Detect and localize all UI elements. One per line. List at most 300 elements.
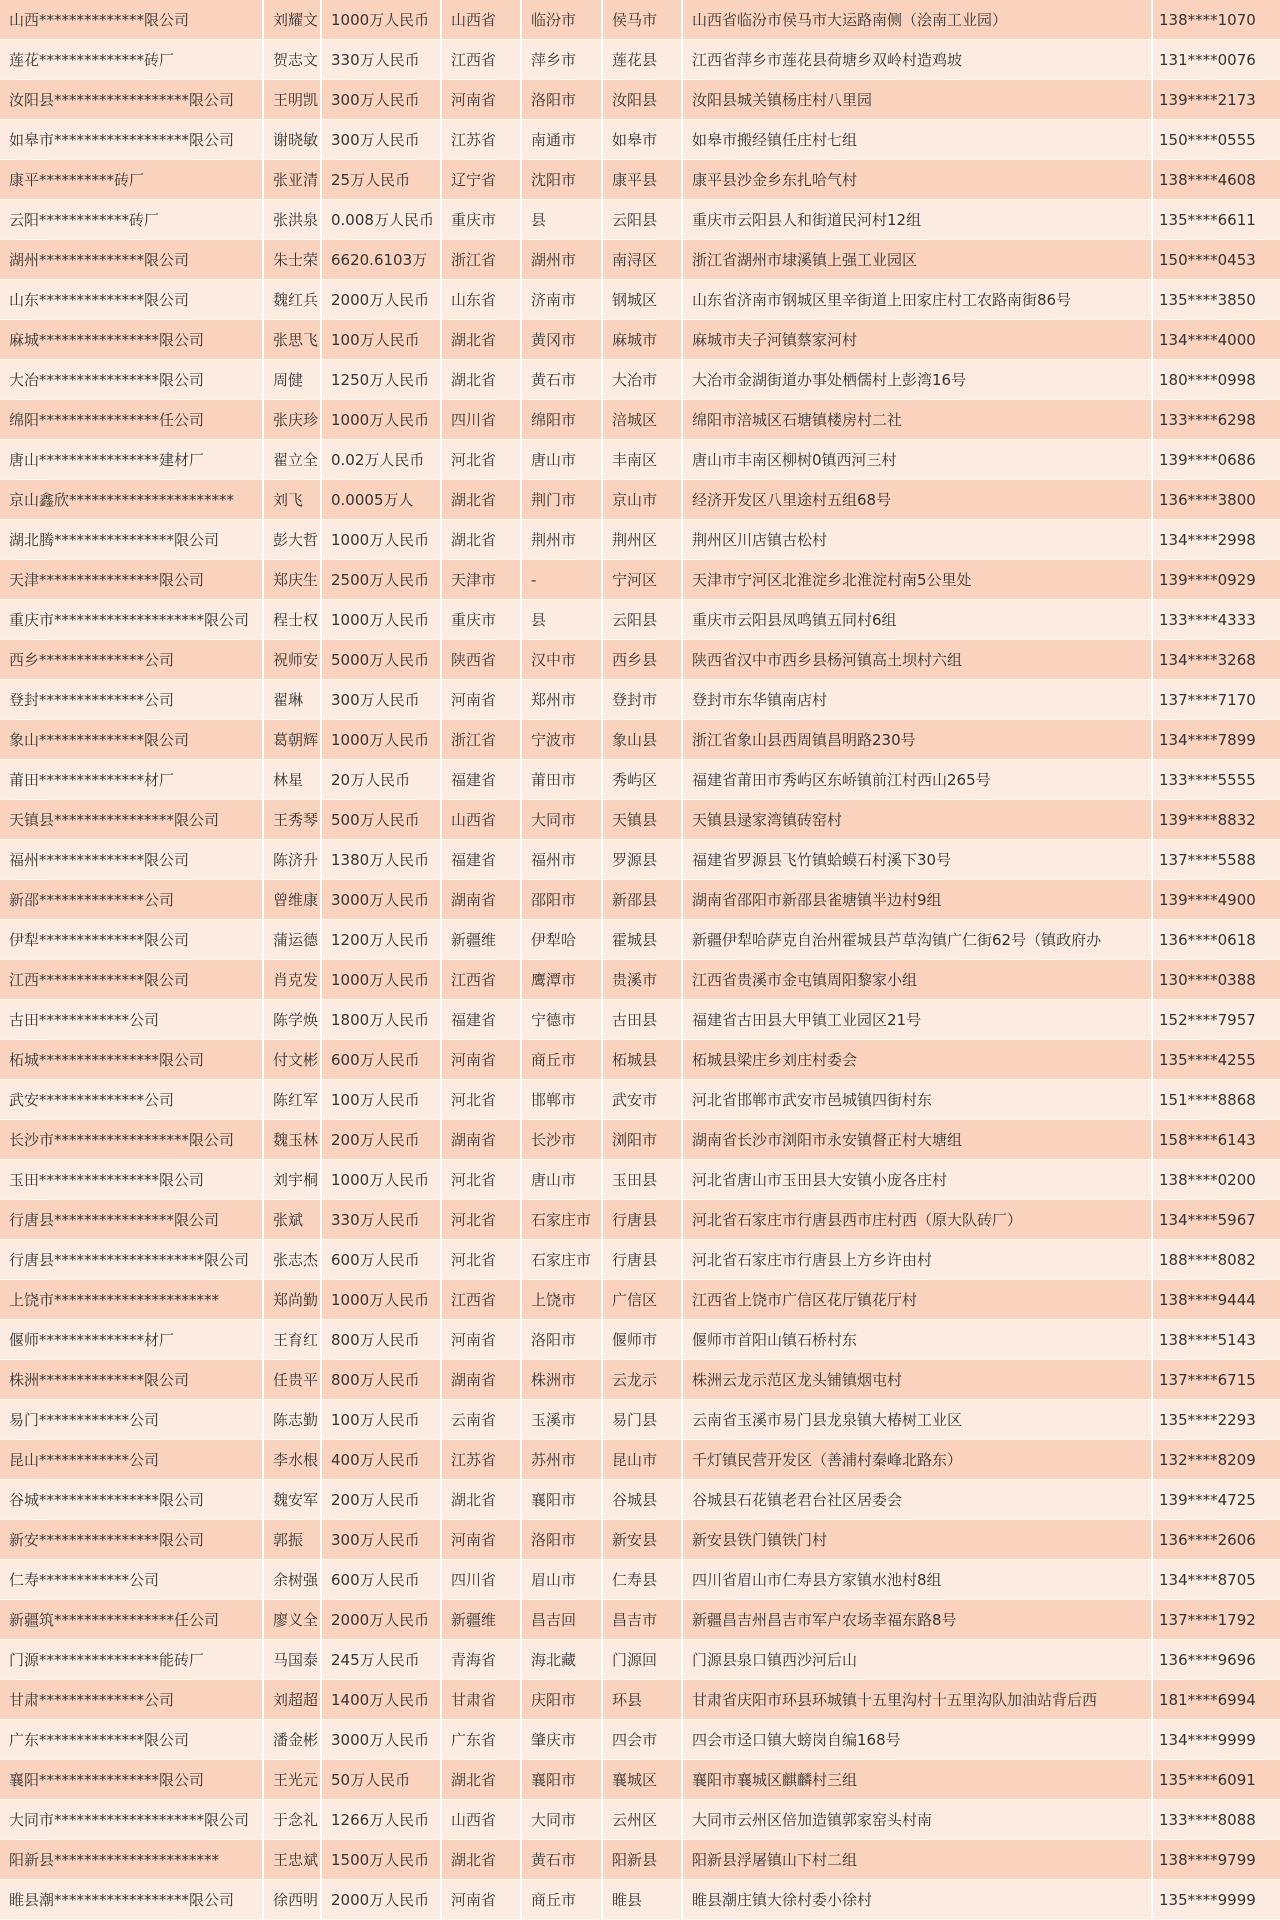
company-name-cell: 睢县潮******************限公司 — [0, 1880, 263, 1920]
district-cell: 睢县 — [602, 1880, 682, 1920]
table-row — [0, 1440, 1280, 1480]
legal-person-cell: 郑庆生 — [263, 560, 321, 600]
district-cell: 柘城县 — [602, 1040, 682, 1080]
registered-capital-cell: 1380万人民币 — [321, 840, 441, 880]
district-cell: 霍城县 — [602, 920, 682, 960]
registered-capital-cell: 3000万人民币 — [321, 880, 441, 920]
district-cell: 行唐县 — [602, 1240, 682, 1280]
district-cell: 新安县 — [602, 1520, 682, 1560]
registered-capital-cell: 20万人民币 — [321, 760, 441, 800]
city-cell: 福州市 — [521, 840, 602, 880]
legal-person-cell: 肖克发 — [263, 960, 321, 1000]
phone-cell: 139****0929 — [1152, 560, 1280, 600]
address-cell: 重庆市云阳县凤鸣镇五同村6组 — [682, 600, 1152, 640]
legal-person-cell: 陈志勤 — [263, 1400, 321, 1440]
registered-capital-cell: 1000万人民币 — [321, 1280, 441, 1320]
phone-cell: 137****7170 — [1152, 680, 1280, 720]
company-name-cell: 甘肃**************公司 — [0, 1680, 263, 1720]
province-cell: 江西省 — [441, 960, 521, 1000]
registered-capital-cell: 300万人民币 — [321, 80, 441, 120]
registered-capital-cell: 800万人民币 — [321, 1320, 441, 1360]
province-cell: 河北省 — [441, 1160, 521, 1200]
province-cell: 河北省 — [441, 1240, 521, 1280]
registered-capital-cell: 1000万人民币 — [321, 600, 441, 640]
company-name-cell: 如皋市******************限公司 — [0, 120, 263, 160]
phone-cell: 134****9999 — [1152, 1720, 1280, 1760]
city-cell: 大同市 — [521, 800, 602, 840]
address-cell: 柘城县梁庄乡刘庄村委会 — [682, 1040, 1152, 1080]
legal-person-cell: 祝师安 — [263, 640, 321, 680]
phone-cell: 131****0076 — [1152, 40, 1280, 80]
address-cell: 荆州区川店镇古松村 — [682, 520, 1152, 560]
company-name-cell: 绵阳****************任公司 — [0, 400, 263, 440]
legal-person-cell: 王明凯 — [263, 80, 321, 120]
district-cell: 古田县 — [602, 1000, 682, 1040]
legal-person-cell: 刘飞 — [263, 480, 321, 520]
company-name-cell: 汝阳县******************限公司 — [0, 80, 263, 120]
company-name-cell: 福州**************限公司 — [0, 840, 263, 880]
address-cell: 麻城市夫子河镇蔡家河村 — [682, 320, 1152, 360]
table-row — [0, 1640, 1280, 1680]
legal-person-cell: 张庆珍 — [263, 400, 321, 440]
company-name-cell: 山东**************限公司 — [0, 280, 263, 320]
province-cell: 湖南省 — [441, 1360, 521, 1400]
phone-cell: 138****9799 — [1152, 1840, 1280, 1880]
registered-capital-cell: 800万人民币 — [321, 1360, 441, 1400]
table-row — [0, 1600, 1280, 1640]
phone-cell: 134****3268 — [1152, 640, 1280, 680]
province-cell: 四川省 — [441, 1560, 521, 1600]
city-cell: 南通市 — [521, 120, 602, 160]
province-cell: 陕西省 — [441, 640, 521, 680]
address-cell: 湖南省长沙市浏阳市永安镇督正村大塘组 — [682, 1120, 1152, 1160]
district-cell: 丰南区 — [602, 440, 682, 480]
province-cell: 湖北省 — [441, 1480, 521, 1520]
phone-cell: 134****2998 — [1152, 520, 1280, 560]
registered-capital-cell: 100万人民币 — [321, 320, 441, 360]
district-cell: 如皋市 — [602, 120, 682, 160]
phone-cell: 136****9696 — [1152, 1640, 1280, 1680]
legal-person-cell: 郑尚勤 — [263, 1280, 321, 1320]
district-cell: 门源回 — [602, 1640, 682, 1680]
phone-cell: 138****1070 — [1152, 0, 1280, 40]
phone-cell: 150****0555 — [1152, 120, 1280, 160]
district-cell: 侯马市 — [602, 0, 682, 40]
table-row — [0, 1160, 1280, 1200]
table-row — [0, 840, 1280, 880]
district-cell: 荆州区 — [602, 520, 682, 560]
city-cell: 庆阳市 — [521, 1680, 602, 1720]
address-cell: 天津市宁河区北淮淀乡北淮淀村南5公里处 — [682, 560, 1152, 600]
phone-cell: 158****6143 — [1152, 1120, 1280, 1160]
registered-capital-cell: 1200万人民币 — [321, 920, 441, 960]
province-cell: 山西省 — [441, 0, 521, 40]
address-cell: 新疆昌吉州昌吉市军户农场幸福东路8号 — [682, 1600, 1152, 1640]
legal-person-cell: 蒲运德 — [263, 920, 321, 960]
address-cell: 天镇县逯家湾镇砖窑村 — [682, 800, 1152, 840]
legal-person-cell: 张洪泉 — [263, 200, 321, 240]
phone-cell: 188****8082 — [1152, 1240, 1280, 1280]
address-cell: 千灯镇民营开发区（善浦村秦峰北路东） — [682, 1440, 1152, 1480]
registered-capital-cell: 25万人民币 — [321, 160, 441, 200]
table-row — [0, 520, 1280, 560]
district-cell: 玉田县 — [602, 1160, 682, 1200]
address-cell: 绵阳市涪城区石塘镇楼房村二社 — [682, 400, 1152, 440]
company-name-cell: 广东**************限公司 — [0, 1720, 263, 1760]
city-cell: 济南市 — [521, 280, 602, 320]
province-cell: 河南省 — [441, 1520, 521, 1560]
registered-capital-cell: 600万人民币 — [321, 1240, 441, 1280]
legal-person-cell: 彭大哲 — [263, 520, 321, 560]
city-cell: 海北藏 — [521, 1640, 602, 1680]
company-name-cell: 莲花**************砖厂 — [0, 40, 263, 80]
legal-person-cell: 魏安军 — [263, 1480, 321, 1520]
city-cell: 郑州市 — [521, 680, 602, 720]
registered-capital-cell: 6620.6103万 — [321, 240, 441, 280]
registered-capital-cell: 1000万人民币 — [321, 520, 441, 560]
district-cell: 宁河区 — [602, 560, 682, 600]
legal-person-cell: 朱士荣 — [263, 240, 321, 280]
city-cell: 洛阳市 — [521, 1520, 602, 1560]
province-cell: 湖南省 — [441, 1120, 521, 1160]
company-name-cell: 谷城****************限公司 — [0, 1480, 263, 1520]
address-cell: 浙江省湖州市埭溪镇上强工业园区 — [682, 240, 1152, 280]
table-row — [0, 960, 1280, 1000]
district-cell: 麻城市 — [602, 320, 682, 360]
province-cell: 河南省 — [441, 80, 521, 120]
company-name-cell: 株洲**************限公司 — [0, 1360, 263, 1400]
company-name-cell: 偃师**************材厂 — [0, 1320, 263, 1360]
address-cell: 大冶市金湖街道办事处栖儒村上彭湾16号 — [682, 360, 1152, 400]
legal-person-cell: 刘超超 — [263, 1680, 321, 1720]
company-name-cell: 康平**********砖厂 — [0, 160, 263, 200]
phone-cell: 181****6994 — [1152, 1680, 1280, 1720]
table-row — [0, 1480, 1280, 1520]
registered-capital-cell: 1400万人民币 — [321, 1680, 441, 1720]
province-cell: 新疆维 — [441, 1600, 521, 1640]
table-row — [0, 0, 1280, 40]
company-name-cell: 麻城****************限公司 — [0, 320, 263, 360]
table-row — [0, 560, 1280, 600]
company-name-cell: 西乡**************公司 — [0, 640, 263, 680]
legal-person-cell: 廖义全 — [263, 1600, 321, 1640]
legal-person-cell: 程士权 — [263, 600, 321, 640]
phone-cell: 137****1792 — [1152, 1600, 1280, 1640]
city-cell: 湖州市 — [521, 240, 602, 280]
company-name-cell: 京山鑫欣********************** — [0, 480, 263, 520]
company-name-cell: 门源****************能砖厂 — [0, 1640, 263, 1680]
address-cell: 谷城县石花镇老君台社区居委会 — [682, 1480, 1152, 1520]
legal-person-cell: 翟琳 — [263, 680, 321, 720]
city-cell: 宁德市 — [521, 1000, 602, 1040]
registered-capital-cell: 1000万人民币 — [321, 400, 441, 440]
registered-capital-cell: 245万人民币 — [321, 1640, 441, 1680]
phone-cell: 134****7899 — [1152, 720, 1280, 760]
city-cell: 荆州市 — [521, 520, 602, 560]
province-cell: 甘肃省 — [441, 1680, 521, 1720]
city-cell: 县 — [521, 200, 602, 240]
address-cell: 浙江省象山县西周镇昌明路230号 — [682, 720, 1152, 760]
table-row — [0, 720, 1280, 760]
city-cell: 洛阳市 — [521, 1320, 602, 1360]
registered-capital-cell: 1000万人民币 — [321, 960, 441, 1000]
address-cell: 偃师市首阳山镇石桥村东 — [682, 1320, 1152, 1360]
company-name-cell: 湖北腾****************限公司 — [0, 520, 263, 560]
province-cell: 河南省 — [441, 1880, 521, 1920]
legal-person-cell: 陈红军 — [263, 1080, 321, 1120]
legal-person-cell: 魏玉林 — [263, 1120, 321, 1160]
legal-person-cell: 余树强 — [263, 1560, 321, 1600]
legal-person-cell: 曾维康 — [263, 880, 321, 920]
company-name-cell: 新邵**************公司 — [0, 880, 263, 920]
company-name-cell: 大同市********************限公司 — [0, 1800, 263, 1840]
registered-capital-cell: 600万人民币 — [321, 1560, 441, 1600]
phone-cell: 133****4333 — [1152, 600, 1280, 640]
phone-cell: 132****8209 — [1152, 1440, 1280, 1480]
company-name-cell: 古田************公司 — [0, 1000, 263, 1040]
registered-capital-cell: 300万人民币 — [321, 1520, 441, 1560]
phone-cell: 135****6611 — [1152, 200, 1280, 240]
table-row — [0, 120, 1280, 160]
legal-person-cell: 张志杰 — [263, 1240, 321, 1280]
province-cell: 云南省 — [441, 1400, 521, 1440]
table-row — [0, 1840, 1280, 1880]
district-cell: 阳新县 — [602, 1840, 682, 1880]
registered-capital-cell: 330万人民币 — [321, 40, 441, 80]
registered-capital-cell: 200万人民币 — [321, 1120, 441, 1160]
city-cell: 萍乡市 — [521, 40, 602, 80]
province-cell: 江西省 — [441, 1280, 521, 1320]
registered-capital-cell: 500万人民币 — [321, 800, 441, 840]
address-cell: 山西省临汾市侯马市大运路南侧（浍南工业园） — [682, 0, 1152, 40]
phone-cell: 136****2606 — [1152, 1520, 1280, 1560]
phone-cell: 135****3850 — [1152, 280, 1280, 320]
company-name-cell: 襄阳****************限公司 — [0, 1760, 263, 1800]
table-row — [0, 1560, 1280, 1600]
table-row — [0, 320, 1280, 360]
district-cell: 云阳县 — [602, 600, 682, 640]
address-cell: 河北省邯郸市武安市邑城镇四街村东 — [682, 1080, 1152, 1120]
city-cell: 鹰潭市 — [521, 960, 602, 1000]
company-name-cell: 唐山****************建材厂 — [0, 440, 263, 480]
district-cell: 云阳县 — [602, 200, 682, 240]
phone-cell: 138****4608 — [1152, 160, 1280, 200]
company-name-cell: 阳新县********************** — [0, 1840, 263, 1880]
city-cell: 洛阳市 — [521, 80, 602, 120]
address-cell: 如皋市搬经镇任庄村七组 — [682, 120, 1152, 160]
registered-capital-cell: 1000万人民币 — [321, 720, 441, 760]
registered-capital-cell: 1000万人民币 — [321, 0, 441, 40]
district-cell: 南浔区 — [602, 240, 682, 280]
legal-person-cell: 潘金彬 — [263, 1720, 321, 1760]
province-cell: 湖北省 — [441, 1840, 521, 1880]
table-row — [0, 480, 1280, 520]
city-cell: 临汾市 — [521, 0, 602, 40]
city-cell: 玉溪市 — [521, 1400, 602, 1440]
city-cell: 黄石市 — [521, 360, 602, 400]
table-row — [0, 920, 1280, 960]
table-row — [0, 1240, 1280, 1280]
address-cell: 山东省济南市钢城区里辛街道上田家庄村工农路南街86号 — [682, 280, 1152, 320]
legal-person-cell: 张斌 — [263, 1200, 321, 1240]
legal-person-cell: 周健 — [263, 360, 321, 400]
phone-cell: 133****6298 — [1152, 400, 1280, 440]
district-cell: 谷城县 — [602, 1480, 682, 1520]
company-name-cell: 新安****************限公司 — [0, 1520, 263, 1560]
address-cell: 睢县潮庄镇大徐村委小徐村 — [682, 1880, 1152, 1920]
city-cell: 黄冈市 — [521, 320, 602, 360]
phone-cell: 136****0618 — [1152, 920, 1280, 960]
legal-person-cell: 刘耀文 — [263, 0, 321, 40]
city-cell: 襄阳市 — [521, 1480, 602, 1520]
table-row — [0, 80, 1280, 120]
phone-cell: 134****4000 — [1152, 320, 1280, 360]
address-cell: 登封市东华镇南店村 — [682, 680, 1152, 720]
city-cell: 眉山市 — [521, 1560, 602, 1600]
city-cell: - — [521, 560, 602, 600]
province-cell: 湖北省 — [441, 360, 521, 400]
address-cell: 唐山市丰南区柳树0镇西河三村 — [682, 440, 1152, 480]
company-name-cell: 天镇县****************限公司 — [0, 800, 263, 840]
phone-cell: 139****0686 — [1152, 440, 1280, 480]
company-name-cell: 新疆筑****************任公司 — [0, 1600, 263, 1640]
city-cell: 荆门市 — [521, 480, 602, 520]
registered-capital-cell: 2000万人民币 — [321, 1600, 441, 1640]
legal-person-cell: 葛朝辉 — [263, 720, 321, 760]
province-cell: 新疆维 — [441, 920, 521, 960]
registered-capital-cell: 0.0005万人 — [321, 480, 441, 520]
table-row — [0, 1800, 1280, 1840]
table-row — [0, 1880, 1280, 1920]
legal-person-cell: 任贵平 — [263, 1360, 321, 1400]
table-row — [0, 360, 1280, 400]
table-row — [0, 680, 1280, 720]
table-row — [0, 1360, 1280, 1400]
province-cell: 福建省 — [441, 1000, 521, 1040]
province-cell: 湖南省 — [441, 880, 521, 920]
address-cell: 四川省眉山市仁寿县方家镇水池村8组 — [682, 1560, 1152, 1600]
address-cell: 湖南省邵阳市新邵县雀塘镇半边村9组 — [682, 880, 1152, 920]
phone-cell: 135****2293 — [1152, 1400, 1280, 1440]
table-row — [0, 800, 1280, 840]
table-row — [0, 640, 1280, 680]
district-cell: 秀屿区 — [602, 760, 682, 800]
phone-cell: 139****4900 — [1152, 880, 1280, 920]
district-cell: 贵溪市 — [602, 960, 682, 1000]
city-cell: 长沙市 — [521, 1120, 602, 1160]
district-cell: 汝阳县 — [602, 80, 682, 120]
table-row — [0, 1720, 1280, 1760]
table-row — [0, 600, 1280, 640]
address-cell: 甘肃省庆阳市环县环城镇十五里沟村十五里沟队加油站背后西 — [682, 1680, 1152, 1720]
city-cell: 沈阳市 — [521, 160, 602, 200]
district-cell: 登封市 — [602, 680, 682, 720]
legal-person-cell: 王光元 — [263, 1760, 321, 1800]
company-name-cell: 昆山************公司 — [0, 1440, 263, 1480]
table-row — [0, 880, 1280, 920]
city-cell: 肇庆市 — [521, 1720, 602, 1760]
legal-person-cell: 王秀琴 — [263, 800, 321, 840]
address-cell: 新安县铁门镇铁门村 — [682, 1520, 1152, 1560]
district-cell: 云州区 — [602, 1800, 682, 1840]
legal-person-cell: 马国泰 — [263, 1640, 321, 1680]
address-cell: 福建省罗源县飞竹镇蛤蟆石村溪下30号 — [682, 840, 1152, 880]
district-cell: 仁寿县 — [602, 1560, 682, 1600]
address-cell: 汝阳县城关镇杨庄村八里园 — [682, 80, 1152, 120]
table-row — [0, 1120, 1280, 1160]
table-row — [0, 240, 1280, 280]
company-name-cell: 江西**************限公司 — [0, 960, 263, 1000]
legal-person-cell: 王忠斌 — [263, 1840, 321, 1880]
phone-cell: 139****2173 — [1152, 80, 1280, 120]
province-cell: 山西省 — [441, 1800, 521, 1840]
district-cell: 昌吉市 — [602, 1600, 682, 1640]
city-cell: 石家庄市 — [521, 1240, 602, 1280]
company-name-cell: 易门************公司 — [0, 1400, 263, 1440]
table-row — [0, 1400, 1280, 1440]
registered-capital-cell: 100万人民币 — [321, 1400, 441, 1440]
address-cell: 陕西省汉中市西乡县杨河镇高土坝村六组 — [682, 640, 1152, 680]
province-cell: 山东省 — [441, 280, 521, 320]
province-cell: 重庆市 — [441, 200, 521, 240]
registered-capital-cell: 0.008万人民币 — [321, 200, 441, 240]
city-cell: 汉中市 — [521, 640, 602, 680]
city-cell: 伊犁哈 — [521, 920, 602, 960]
district-cell: 天镇县 — [602, 800, 682, 840]
table-row — [0, 1680, 1280, 1720]
address-cell: 阳新县浮屠镇山下村二组 — [682, 1840, 1152, 1880]
phone-cell: 152****7957 — [1152, 1000, 1280, 1040]
address-cell: 康平县沙金乡东扎哈气村 — [682, 160, 1152, 200]
table-row — [0, 1200, 1280, 1240]
address-cell: 福建省莆田市秀屿区东峤镇前江村西山265号 — [682, 760, 1152, 800]
address-cell: 新疆伊犁哈萨克自治州霍城县芦草沟镇广仁街62号（镇政府办 — [682, 920, 1152, 960]
company-name-cell: 仁寿************公司 — [0, 1560, 263, 1600]
table-row — [0, 1080, 1280, 1120]
province-cell: 浙江省 — [441, 240, 521, 280]
city-cell: 县 — [521, 600, 602, 640]
legal-person-cell: 谢晓敏 — [263, 120, 321, 160]
district-cell: 莲花县 — [602, 40, 682, 80]
district-cell: 行唐县 — [602, 1200, 682, 1240]
district-cell: 昆山市 — [602, 1440, 682, 1480]
table-row — [0, 200, 1280, 240]
company-name-cell: 行唐县********************限公司 — [0, 1240, 263, 1280]
city-cell: 唐山市 — [521, 440, 602, 480]
phone-cell: 180****0998 — [1152, 360, 1280, 400]
company-name-cell: 长沙市******************限公司 — [0, 1120, 263, 1160]
address-cell: 江西省贵溪市金屯镇周阳黎家小组 — [682, 960, 1152, 1000]
phone-cell: 137****5588 — [1152, 840, 1280, 880]
province-cell: 重庆市 — [441, 600, 521, 640]
province-cell: 河南省 — [441, 1040, 521, 1080]
legal-person-cell: 于念礼 — [263, 1800, 321, 1840]
registered-capital-cell: 3000万人民币 — [321, 1720, 441, 1760]
company-name-cell: 重庆市********************限公司 — [0, 600, 263, 640]
city-cell: 商丘市 — [521, 1040, 602, 1080]
province-cell: 山西省 — [441, 800, 521, 840]
address-cell: 四会市迳口镇大螃岗自编168号 — [682, 1720, 1152, 1760]
company-name-cell: 行唐县****************限公司 — [0, 1200, 263, 1240]
registered-capital-cell: 1250万人民币 — [321, 360, 441, 400]
phone-cell: 136****3800 — [1152, 480, 1280, 520]
province-cell: 青海省 — [441, 1640, 521, 1680]
phone-cell: 135****4255 — [1152, 1040, 1280, 1080]
district-cell: 钢城区 — [602, 280, 682, 320]
legal-person-cell: 李水根 — [263, 1440, 321, 1480]
province-cell: 湖北省 — [441, 320, 521, 360]
registered-capital-cell: 1800万人民币 — [321, 1000, 441, 1040]
